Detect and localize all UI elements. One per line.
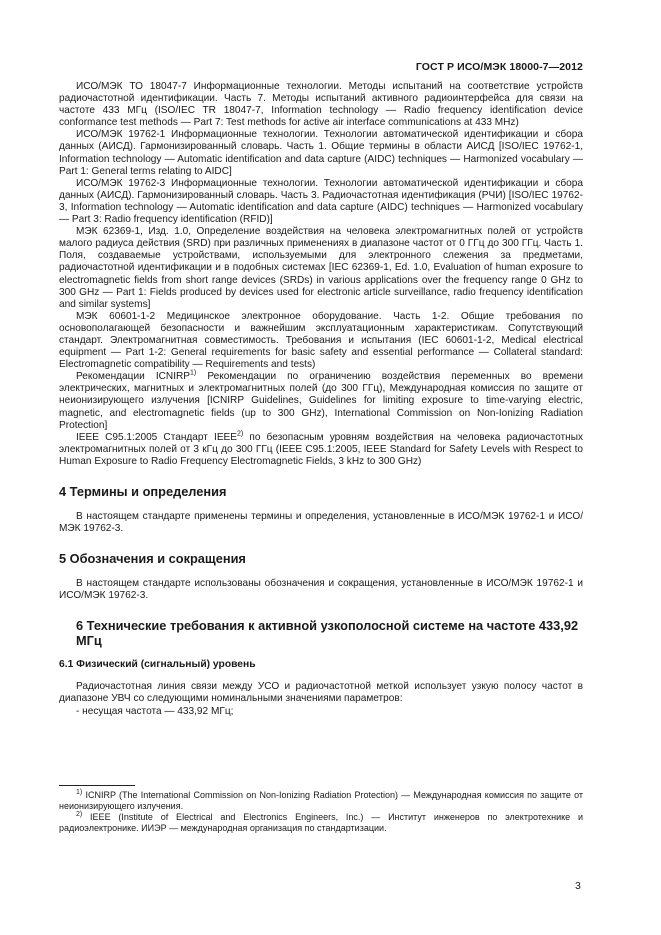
reference-rest: по безопасным уровням воздействия на человека радиочастотных электромагнитных полей от 3 кГц до 300 ГГц (IEEE C95.1:2005, IEEE Standard for Safety Levels with Respect to Human Exposure to Radio Frequency Electromagnetic Fields, 3 kHz to 300 GHz) [59, 431, 583, 467]
reference-entry: ИСО/МЭК 19762-1 Информационные технологии. Технологии автоматической идентификации и сбора данных (АИСД). Гармонизированный словарь. Часть 1. Общие термины в области АИСД [ISO/IEC 19762-1, Information technology — Automatic identification and data capture (AIDC) techniques — Harmonized vocabulary — Part 1: General terms relating to AIDC] [59, 129, 583, 177]
section-paragraph: В настоящем стандарте использованы обозначения и сокращения, установленные в ИСО/МЭК 19762-1 и ИСО/МЭК 19762-3. [59, 578, 583, 602]
subsection-heading-physical-layer: 6.1 Физический (сигнальный) уровень [59, 659, 256, 671]
list-item: - несущая частота — 433,92 МГц; [76, 705, 234, 717]
reference-entry: ИСО/МЭК 19762-3 Информационные технологии. Технологии автоматической идентификации и сбора данных (АИСД). Гармонизированный словарь. Часть 3. Радиочастотная идентификация (РЧИ) [ISO/IEC 19762-3, Information technology — Automatic identification and data capture (AIDC) techniques — Harmonized vocabulary — Part 3: Radio frequency identification (RFID)] [59, 177, 583, 226]
footnote-text: ICNIRP (The International Commission on Non-Ionizing Radiation Protection) — Международная комиссия по защите от неионизирующего излучения. [59, 790, 583, 811]
reference-entry: МЭК 60601-1-2 Медицинское электронное оборудование. Часть 1-2. Общие требования по основополагающей безопасности и важнейшим эксплуатационным характеристикам. Сопутствующий стандарт. Электромагнитная совместимость. Требования и испытания (IEC 60601-1-2, Medical electrical equipment — Part 1-2: General requirements for basic safety and essential performance — Collateral standard: Electromagnetic compatibility — Requirements and tests) [59, 310, 583, 371]
section-heading-terms: 4 Термины и определения [59, 484, 227, 499]
document-body [59, 81, 583, 718]
page-number: 3 [575, 880, 581, 892]
reference-entry: МЭК 62369-1, Изд. 1.0, Определение воздействия на человека электромагнитных полей от устройств малого радиуса действия (SRD) при различных применениях в диапазоне частот от 0 ГГц до 300 ГГц. Часть 1. Поля, создаваемые устройствами, используемыми для электронного слежения за предметами, радиочастотной идентификации и в подобных системах [IEC 62369-1, Ed. 1.0, Evaluation of human exposure to electromagnetic fields from short range devices (SRDs) in various applications over the frequency range 0 GHz to 300 GHz — Part 1: Fields produced by devices used for electronic article surveillance, radio frequency identification and similar systems] [59, 226, 583, 310]
footnote-marker[interactable]: 2) [237, 430, 244, 438]
document-code: ГОСТ Р ИСО/МЭК 18000-7—2012 [415, 61, 583, 73]
footnote-mark: 1) [76, 789, 83, 796]
reference-entry-icnirp [59, 371, 583, 431]
reference-rest: Рекомендации по ограничению воздействия переменных во времени электрических, магнитных и электромагнитных полей (до 300 ГГц), Международная комиссия по защите от неионизирующего излучения [ICNIRP Guidelines, Guidelines for limiting exposure to time-varying electric, magnetic, and electromagnetic fields (up to 300 GHz), International Commission on Non-Ionizing Radiation Protection] [59, 371, 584, 431]
footnote-text: IEEE (Institute of Electrical and Electronics Engineers, Inc.) — Институт инженеров по электротехнике и радиоэлектронике. ИИЭР — международная организация по стандартизации. [59, 812, 583, 833]
section-paragraph: Радиочастотная линия связи между УСО и радиочастотной меткой использует узкую полосу частот в диапазоне УВЧ со следующими номинальными значениями параметров: [59, 681, 583, 705]
section-paragraph: В настоящем стандарте применены термины и определения, установленные в ИСО/МЭК 19762-1 и ИСО/МЭК 19762-3. [59, 511, 583, 535]
footnote-marker[interactable]: 1) [190, 369, 197, 377]
footnote-mark: 2) [76, 811, 83, 818]
footnote [59, 790, 583, 812]
footnote-divider [59, 785, 135, 786]
reference-entry: ИСО/МЭК ТО 18047-7 Информационные технологии. Методы испытаний на соответствие устройств радиочастотной идентификации. Часть 7. Методы испытаний активного радиоинтерфейса для связи на частоте 433 МГц (ISO/IEC TR 18047-7, Information technology — Radio frequency identification device conformance test methods — Part 7: Test methods for active air interface communications at 433 MHz) [59, 81, 583, 129]
footnote [59, 812, 583, 834]
section-heading-requirements: 6 Технические требования к активной узкополосной системе на частоте 433,92 МГц [76, 618, 579, 649]
reference-lead: IEEE C95.1:2005 Стандарт IEEE [76, 431, 238, 443]
section-heading-abbreviations: 5 Обозначения и сокращения [59, 551, 246, 567]
reference-lead: Рекомендации ICNIRP [76, 371, 191, 383]
reference-entry-ieee [59, 432, 583, 468]
